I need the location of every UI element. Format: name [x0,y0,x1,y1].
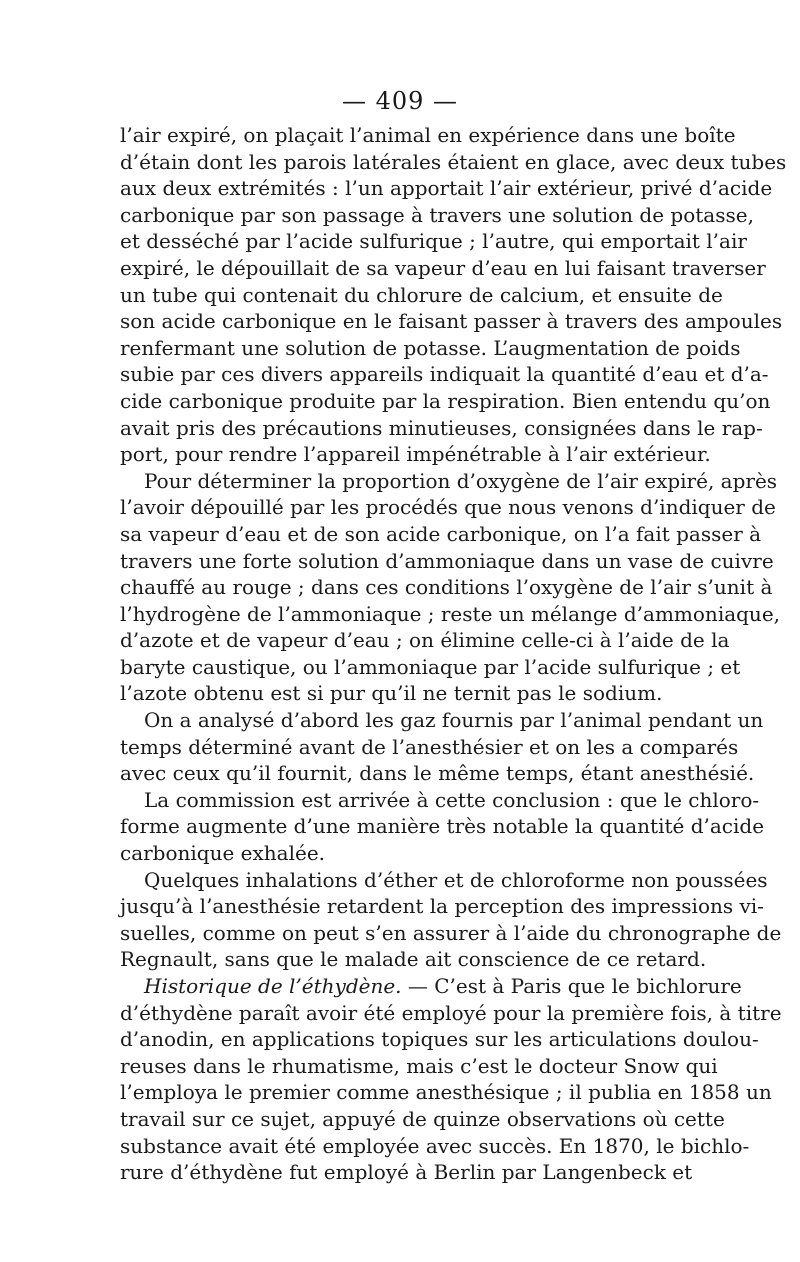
text-line: l’air expiré, on plaçait l’animal en expérience dans une boîte [120,123,736,147]
text-line: sa vapeur d’eau et de son acide carbonique, on l’a fait passer à [120,521,762,546]
section-heading-rest: — C’est à Paris que le bichlorure [401,974,742,998]
text-line: forme augmente d’une manière très notable la quantité d’acide [120,814,765,839]
page-number: — 409 — [341,87,459,115]
text-line: jusqu’à l’anesthésie retardent la perception des impressions vi- [120,894,764,919]
text-line: chauffé au rouge ; dans ces conditions l’oxygène de l’air s’unit à [120,575,773,600]
text-line: d’étain dont les parois latérales étaient en glace, avec deux tubes [120,149,787,174]
text-line: l’hydrogène de l’ammoniaque ; reste un mélange d’ammoniaque, [120,601,781,626]
text-line: La commission est arrivée à cette conclusion : que le chloro- [144,787,760,812]
text-line: l’avoir dépouillé par les procédés que nous venons d’indiquer de [120,495,776,520]
text-line: aux deux extrémités : l’un apportait l’air extérieur, privé d’acide [120,176,773,201]
text-line: carbonique exhalée. [120,841,326,866]
text-line: d’éthydène paraît avoir été employé pour la première fois, à titre [120,1000,782,1025]
text-line: Quelques inhalations d’éther et de chloroforme non poussées [144,867,768,892]
text-line: baryte caustique, ou l’ammoniaque par l’acide sulfurique ; et [120,654,741,679]
text-line: suelles, comme on peut s’en assurer à l’aide du chronographe de [120,920,782,945]
text-line: Regnault, sans que le malade ait conscience de ce retard. [120,947,707,972]
text-line: travail sur ce sujet, appuyé de quinze observations où cette [120,1106,725,1131]
text-line: et desséché par l’acide sulfurique ; l’autre, qui emportait l’air [120,229,747,254]
text-line: carbonique par son passage à travers une solution de potasse, [120,202,754,227]
text-line: travers une forte solution d’ammoniaque dans un vase de cuivre [120,548,774,573]
text-line: port, pour rendre l’appareil impénétrable à l’air extérieur. [120,442,711,467]
body-text [120,122,787,1186]
text-line: temps déterminé avant de l’anesthésier et on les a comparés [120,734,739,759]
text-line: l’azote obtenu est si pur qu’il ne ternit pas le sodium. [120,681,663,706]
text-line: avec ceux qu’il fournit, dans le même temps, étant anesthésié. [120,761,755,786]
text-line: l’employa le premier comme anesthésique ; il publia en 1858 un [120,1080,772,1105]
text-line: un tube qui contenait du chlorure de calcium, et ensuite de [120,282,723,307]
text-line: d’anodin, en applications topiques sur les articulations doulou- [120,1027,759,1052]
section-heading-line [120,973,742,1000]
text-line: rure d’éthydène fut employé à Berlin par Langenbeck et [120,1160,693,1185]
section-heading: Historique de l’éthydène. [144,974,402,998]
text-line: On a analysé d’abord les gaz fournis par l’animal pendant un [144,708,764,733]
text-line: expiré, le dépouillait de sa vapeur d’eau en lui faisant traverser [120,255,766,280]
text-line: reuses dans le rhumatisme, mais c’est le docteur Snow qui [120,1053,718,1078]
text-line: subie par ces divers appareils indiquait la quantité d’eau et d’a- [120,362,769,387]
text-line: son acide carbonique en le faisant passer à travers des ampoules [120,309,783,334]
text-line: d’azote et de vapeur d’eau ; on élimine celle-ci à l’aide de la [120,628,730,653]
text-line: substance avait été employée avec succès. En 1870, le bichlo- [120,1133,750,1158]
text-line: avait pris des précautions minutieuses, consignées dans le rap- [120,415,763,440]
text-line: renfermant une solution de potasse. L’augmentation de poids [120,335,741,360]
text-line: Pour déterminer la proportion d’oxygène de l’air expiré, après [144,468,778,493]
text-line: cide carbonique produite par la respiration. Bien entendu qu’on [120,388,771,413]
